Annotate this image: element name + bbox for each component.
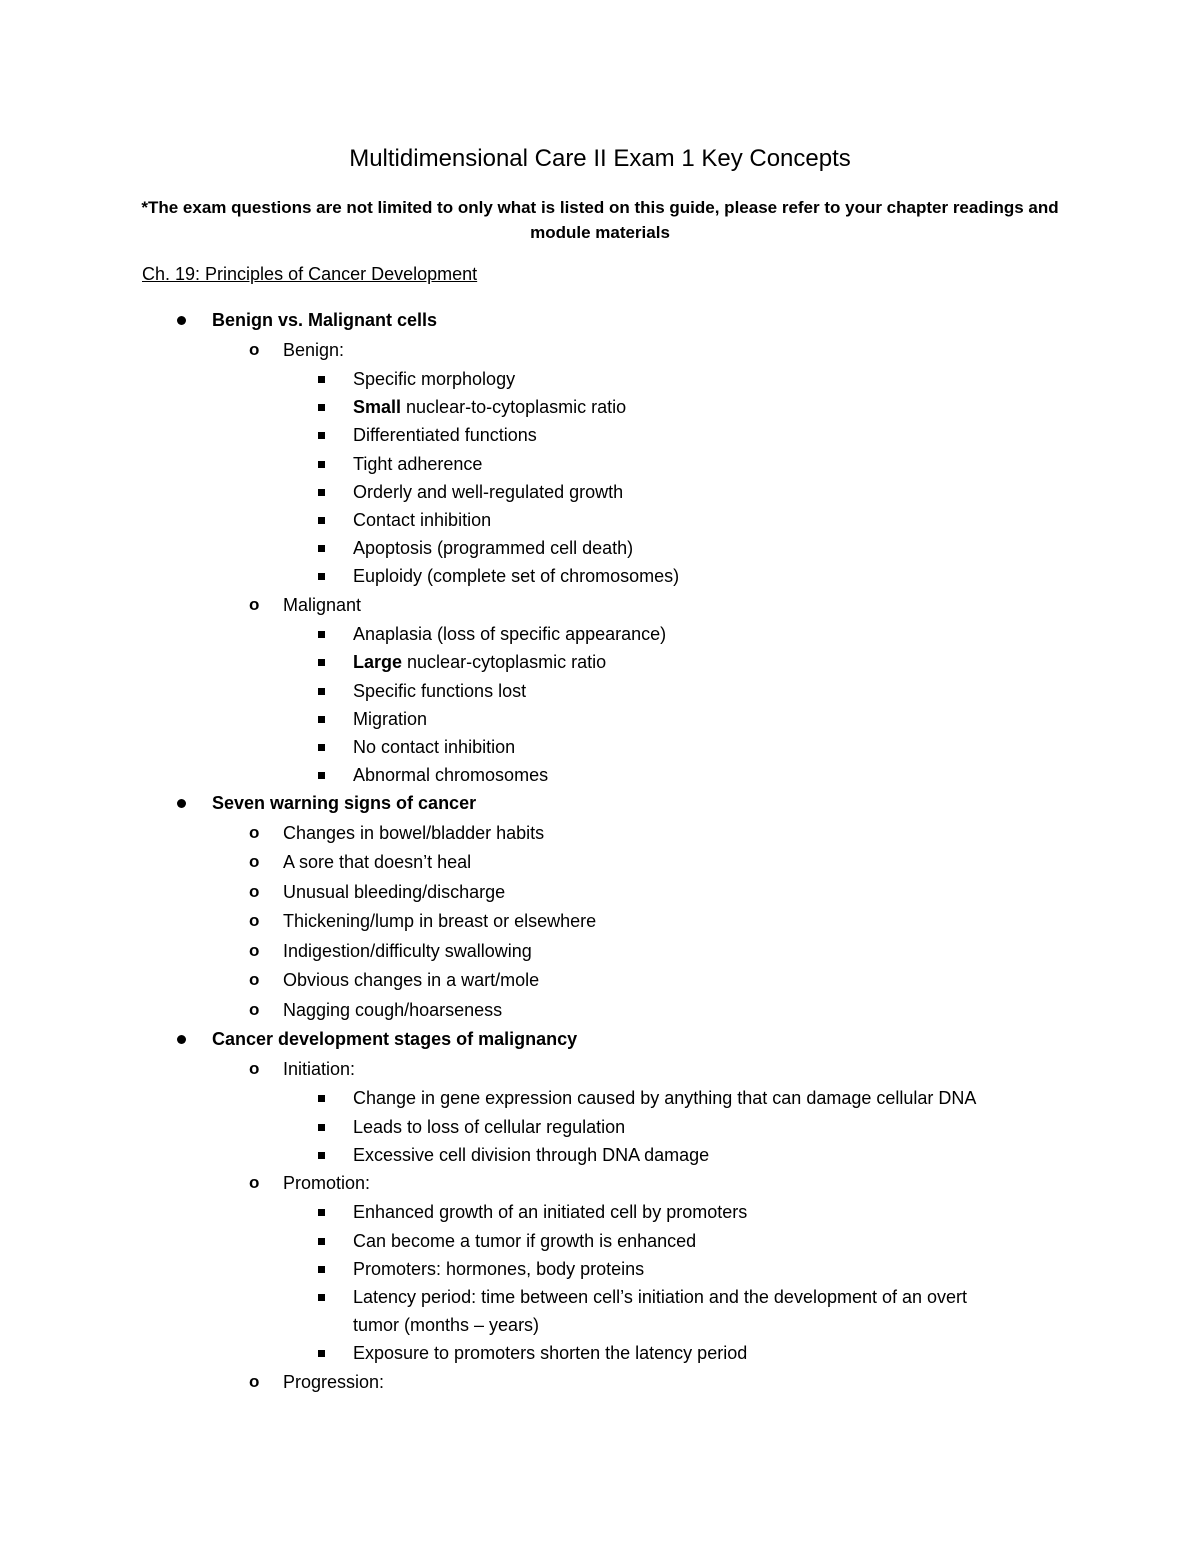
exam-note (130, 195, 1070, 245)
item-text: nuclear-to-cytoplasmic ratio (401, 397, 627, 418)
outline-item (353, 707, 427, 731)
item-text: No contact inhibition (353, 736, 516, 757)
bullet-square-icon (318, 545, 325, 552)
bullet-square-icon (318, 461, 325, 468)
outline-item (353, 679, 526, 703)
bullet-square-icon (318, 376, 325, 383)
outline-group-label: Thickening/lump in breast or elsewhere (283, 911, 597, 932)
bullet-square-icon (318, 1124, 325, 1131)
item-text: Latency period: time between cell’s initiation and the development of an overt (353, 1287, 968, 1307)
bullet-square-icon (318, 1095, 325, 1102)
bullet-square-icon (318, 432, 325, 439)
outline-item (353, 367, 515, 391)
bullet-circle-icon: o (249, 911, 260, 931)
outline-section-title: Cancer development stages of malignancy (212, 1029, 578, 1050)
bullet-square-icon (318, 659, 325, 666)
outline-item (353, 1115, 625, 1139)
bullet-square-icon (318, 1350, 325, 1357)
outline-group-label: A sore that doesn’t heal (283, 852, 472, 873)
outline-item (353, 423, 537, 447)
outline-item (353, 1341, 747, 1365)
item-text: Contact inhibition (353, 510, 492, 530)
bullet-square-icon (318, 1238, 325, 1245)
bullet-circle-icon: o (249, 1371, 260, 1391)
exam-note-line-2: module materials (530, 223, 670, 242)
document-title: Multidimensional Care II Exam 1 Key Concepts (349, 145, 851, 172)
item-text: Exposure to promoters shorten the latency period (353, 1343, 748, 1364)
bullet-square-icon (318, 404, 325, 411)
bullet-dot-icon (177, 799, 186, 808)
bullet-circle-icon: o (249, 822, 260, 842)
outline-item (353, 395, 626, 419)
outline-item (353, 763, 548, 787)
item-text: Specific functions lost (353, 680, 527, 701)
outline-item (353, 1200, 747, 1224)
outline-group-label: Promotion: (283, 1172, 371, 1193)
item-text: Leads to loss of cellular regulation (353, 1116, 626, 1137)
item-text: Apoptosis (programmed cell death) (353, 538, 634, 559)
item-text: Migration (353, 708, 428, 729)
outline-item-continuation: tumor (months – years) (353, 1315, 540, 1336)
outline-item (353, 536, 633, 560)
outline-item (353, 1229, 696, 1253)
bullet-circle-icon: o (249, 881, 260, 901)
outline-group-label: Obvious changes in a wart/mole (283, 970, 540, 991)
outline-group-label: Changes in bowel/bladder habits (283, 822, 545, 843)
item-text: Differentiated functions (353, 425, 537, 446)
item-text: nuclear-cytoplasmic ratio (402, 652, 607, 673)
bullet-circle-icon: o (249, 999, 260, 1019)
item-text: Enhanced growth of an initiated cell by promoters (353, 1202, 748, 1223)
exam-note-line-1: *The exam questions are not limited to only what is listed on this guide, please refer to your chapter readings and (141, 198, 1059, 217)
outline-group-label: Malignant (283, 594, 362, 615)
outline-group-label: Unusual bleeding/discharge (283, 881, 506, 902)
item-text: Abnormal chromosomes (353, 765, 549, 786)
bullet-circle-icon: o (249, 1172, 260, 1192)
outline-section-title: Benign vs. Malignant cells (212, 310, 438, 330)
bullet-square-icon (318, 631, 325, 638)
item-text: Can become a tumor if growth is enhanced (353, 1230, 697, 1251)
outline-section-title: Seven warning signs of cancer (212, 793, 477, 814)
outline-item (353, 1143, 709, 1167)
bullet-square-icon (318, 517, 325, 524)
item-emphasis: Small (353, 397, 402, 418)
bullet-square-icon (318, 573, 325, 580)
outline-group-label: Initiation: (283, 1058, 356, 1079)
outline-item (353, 1086, 976, 1110)
outline-group-label: Progression: (283, 1371, 385, 1392)
bullet-circle-icon: o (249, 339, 260, 359)
bullet-square-icon (318, 489, 325, 496)
item-text: Orderly and well-regulated growth (353, 481, 624, 502)
bullet-square-icon (318, 744, 325, 751)
section-heading: Ch. 19: Principles of Cancer Development (142, 264, 478, 284)
item-text: Euploidy (complete set of chromosomes) (353, 566, 680, 587)
item-text: Excessive cell division through DNA damage (353, 1144, 710, 1165)
bullet-square-icon (318, 716, 325, 723)
bullet-circle-icon: o (249, 970, 260, 990)
bullet-square-icon (318, 688, 325, 695)
bullet-dot-icon (177, 1035, 186, 1044)
bullet-circle-icon: o (249, 852, 260, 872)
bullet-square-icon (318, 1266, 325, 1273)
outline-item (353, 622, 666, 646)
bullet-square-icon (318, 772, 325, 779)
outline-item (353, 735, 515, 759)
item-text: Change in gene expression caused by anything that can damage cellular DNA (353, 1088, 977, 1109)
item-text: Tight adherence (353, 453, 483, 474)
outline-item (353, 1285, 967, 1309)
outline-group-label: Benign: (283, 339, 345, 360)
outline-item (353, 650, 606, 674)
bullet-circle-icon: o (249, 940, 260, 960)
bullet-circle-icon: o (249, 594, 260, 614)
outline-item (353, 564, 679, 588)
outline-item (353, 452, 482, 476)
bullet-square-icon (318, 1152, 325, 1159)
outline-group-label: Nagging cough/hoarseness (283, 999, 503, 1020)
outline-item (353, 1257, 644, 1281)
bullet-circle-icon: o (249, 1058, 260, 1078)
bullet-dot-icon (177, 316, 186, 325)
item-text: Anaplasia (loss of specific appearance) (353, 624, 667, 645)
outline-item (353, 480, 623, 504)
item-emphasis: Large (353, 652, 403, 673)
item-text: Specific morphology (353, 369, 516, 389)
item-text: Promoters: hormones, body proteins (353, 1258, 645, 1279)
bullet-square-icon (318, 1209, 325, 1216)
outline-group-label: Indigestion/difficulty swallowing (283, 940, 532, 961)
outline-item (353, 508, 491, 532)
bullet-square-icon (318, 1294, 325, 1301)
